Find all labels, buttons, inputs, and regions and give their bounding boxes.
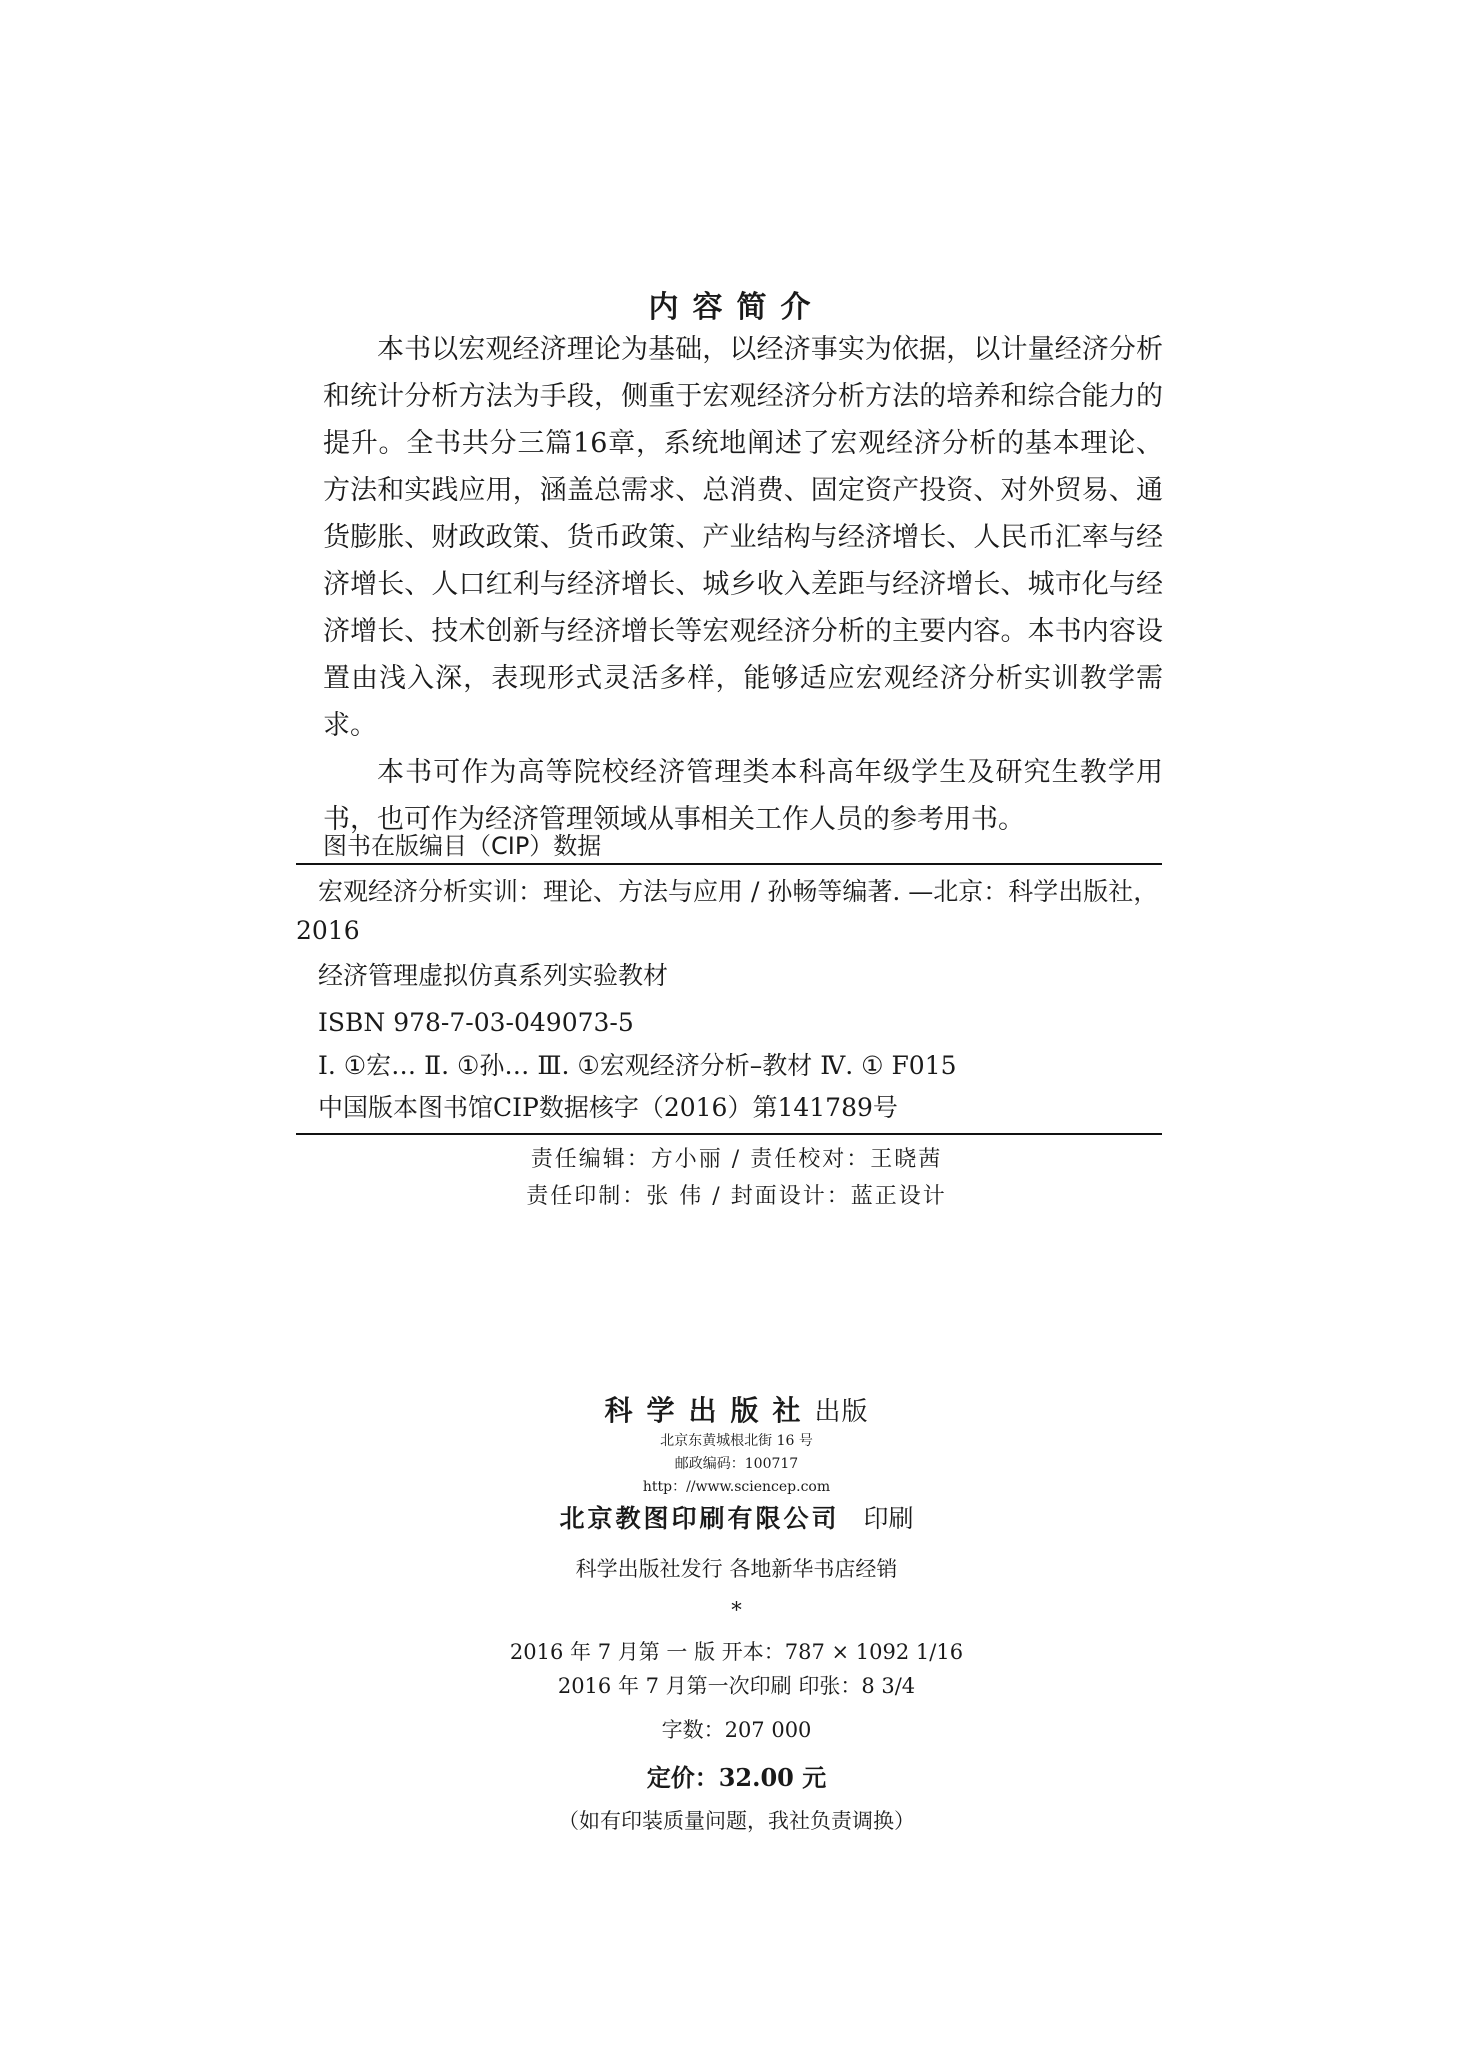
cip-line-3: 经济管理虚拟仿真系列实验教材 xyxy=(318,961,669,990)
publisher-line xyxy=(0,1389,1473,1429)
cip-bottom-rule xyxy=(296,1133,1162,1135)
cip-line-6: 中国版本图书馆CIP数据核字（2016）第141789号 xyxy=(318,1093,898,1122)
publisher-suffix: 出版 xyxy=(814,1397,869,1427)
credits-line-1: 责任编辑：方小丽 / 责任校对：王晓茜 xyxy=(530,1147,943,1172)
cip-line-4: ISBN 978-7-03-049073-5 xyxy=(318,1008,634,1037)
publisher-address: 北京东黄城根北街 16 号 xyxy=(660,1433,813,1449)
word-count: 字数：207 000 xyxy=(661,1718,812,1742)
cip-top-rule xyxy=(296,863,1162,865)
edition-line-2: 2016 年 7 月第一次印刷 印张：8 3/4 xyxy=(557,1674,916,1698)
separator-star: * xyxy=(731,1598,742,1622)
edition-line-1: 2016 年 7 月第 一 版 开本：787 × 1092 1/16 xyxy=(509,1640,964,1664)
quality-notice: （如有印装质量问题，我社负责调换） xyxy=(558,1809,915,1833)
distribution-line: 科学出版社发行 各地新华书店经销 xyxy=(575,1557,898,1581)
intro-paragraph-2: 本书可作为高等院校经济管理类本科高年级学生及研究生教学用书，也可作为经济管理领域从事相关工作人员的参考用书。 xyxy=(323,757,1163,835)
cip-line-2: 2016 xyxy=(296,916,360,945)
intro-paragraph-1: 本书以宏观经济理论为基础，以经济事实为依据，以计量经济分析和统计分析方法为手段，侧重于宏观经济分析方法的培养和综合能力的提升。全书共分三篇16章，系统地阐述了宏观经济分析的基本理论、方法和实践应用，涵盖总需求、总消费、固定资产投资、对外贸易、通货膨胀、财政政策、货币政策、产业结构与经济增长、人民币汇率与经济增长、人口红利与经济增长、城乡收入差距与经济增长、城市化与经济增长、技术创新与经济增长等宏观经济分析的主要内容。本书内容设置由浅入深，表现形式灵活多样，能够适应宏观经济分析实训教学需求。 xyxy=(323,334,1163,741)
price: 定价：32.00 元 xyxy=(646,1763,827,1792)
cip-line-5: Ⅰ. ①宏… Ⅱ. ①孙… Ⅲ. ①宏观经济分析–教材 Ⅳ. ① F015 xyxy=(318,1051,957,1080)
cip-title: 图书在版编目（CIP）数据 xyxy=(323,832,602,860)
publisher-name: 科学出版社 xyxy=(604,1394,815,1427)
cip-line-1: 宏观经济分析实训：理论、方法与应用 / 孙畅等编著. —北京：科学出版社， xyxy=(318,877,1159,906)
credits-line-2: 责任印制：张 伟 / 封面设计：蓝正设计 xyxy=(526,1184,947,1209)
intro-title: 内容简介 xyxy=(648,290,825,325)
printer-name: 北京教图印刷有限公司 xyxy=(559,1504,840,1533)
publisher-postcode: 邮政编码：100717 xyxy=(674,1456,799,1472)
intro-body xyxy=(323,326,1163,843)
publisher-website: http：//www.sciencep.com xyxy=(642,1479,831,1495)
printer-line xyxy=(0,1499,1473,1535)
printer-suffix: 印刷 xyxy=(863,1504,914,1533)
